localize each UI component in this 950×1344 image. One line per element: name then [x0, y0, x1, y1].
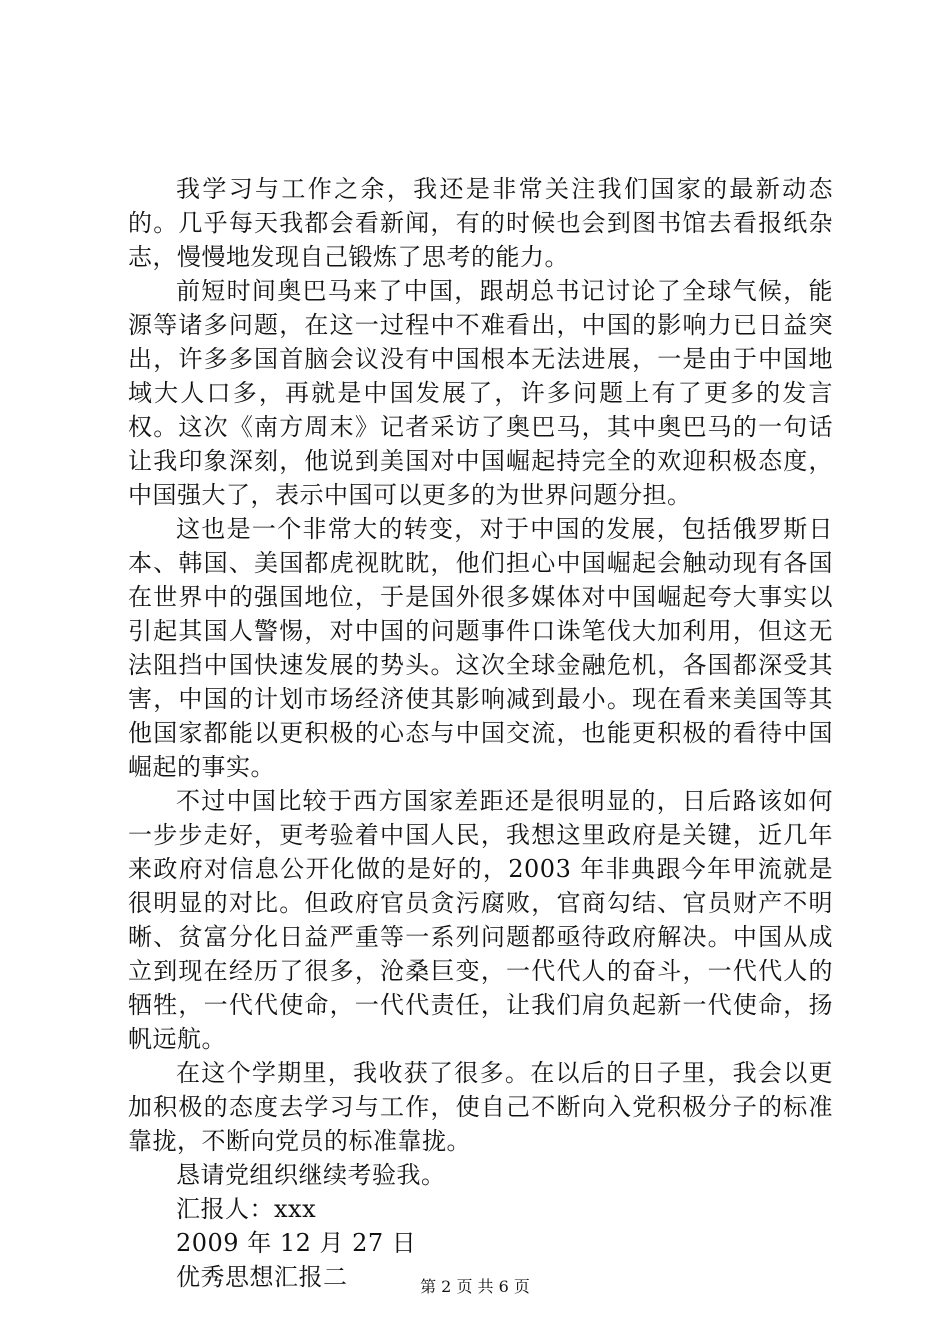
- document-body: [128, 172, 833, 1294]
- reporter-line: 汇报人：xxx: [176, 1195, 317, 1223]
- paragraph-3: 这也是一个非常大的转变，对于中国的发展，包括俄罗斯日本、韩国、美国都虎视眈眈，他们担心中国崛起会触动现有各国在世界中的强国地位，于是国外很多媒体对中国崛起夸大事实以引起其国人警惕，对中国的问题事件口诛笔伐大加利用，但这无法阻挡中国快速发展的势头。这次全球金融危机，各国都深受其害，中国的计划市场经济使其影响减到最小。现在看来美国等其他国家都能以更积极的心态与中国交流，也能更积极的看待中国崛起的事实。: [128, 515, 833, 781]
- next-section-title: 优秀思想汇报二: [176, 1263, 348, 1291]
- closing-line: 恳请党组织继续考验我。: [176, 1161, 446, 1189]
- paragraph-2: 前短时间奥巴马来了中国，跟胡总书记讨论了全球气候，能源等诸多问题，在这一过程中不难看出，中国的影响力已日益突出，许多多国首脑会议没有中国根本无法进展，一是由于中国地域大人口多，再就是中国发展了，许多问题上有了更多的发言权。这次《南方周末》记者采访了奥巴马，其中奥巴马的一句话让我印象深刻，他说到美国对中国崛起持完全的欢迎积极态度，中国强大了，表示中国可以更多的为世界问题分担。: [128, 277, 833, 509]
- date-line: 2009 年 12 月 27 日: [176, 1229, 417, 1257]
- paragraph-4: 不过中国比较于西方国家差距还是很明显的，日后路该如何一步步走好，更考验着中国人民，我想这里政府是关键，近几年来政府对信息公开化做的是好的，2003 年非典跟今年甲流就是很明显的对比。但政府官员贪污腐败，官商勾结、官员财产不明晰、贫富分化日益严重等一系列问题都亟待政府解决。中国从成立到现在经历了很多，沧桑巨变，一代代人的奋斗，一代代人的牺牲，一代代使命，一代代责任，让我们肩负起新一代使命，扬帆远航。: [128, 787, 833, 1053]
- paragraph-1: 我学习与工作之余，我还是非常关注我们国家的最新动态的。几乎每天我都会看新闻，有的时候也会到图书馆去看报纸杂志，慢慢地发现自己锻炼了思考的能力。: [128, 175, 833, 271]
- page-footer: 第 2 页 共 6 页: [420, 1277, 530, 1296]
- paragraph-5: 在这个学期里，我收获了很多。在以后的日子里，我会以更加积极的态度去学习与工作，使自己不断向入党积极分子的标准靠拢，不断向党员的标准靠拢。: [128, 1059, 833, 1155]
